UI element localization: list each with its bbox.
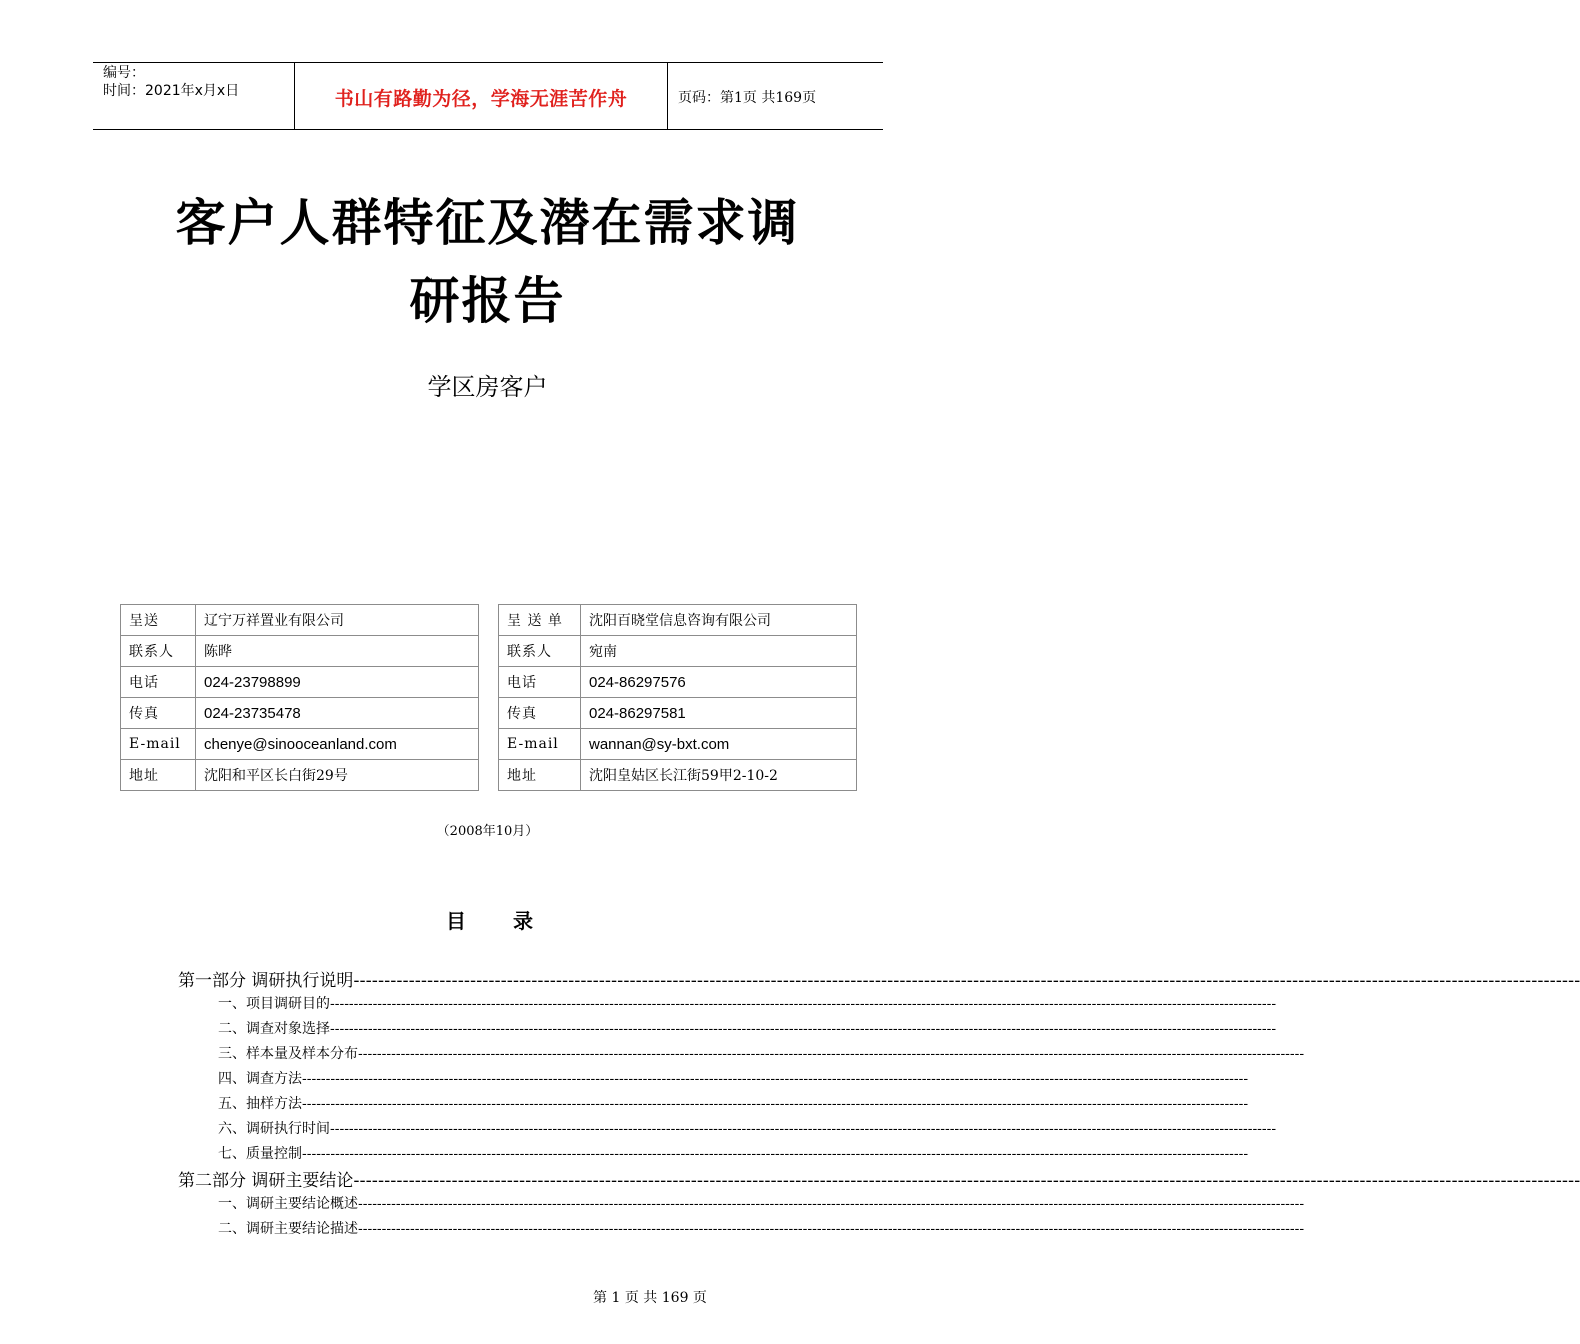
header-divider (667, 62, 668, 129)
title-line-2: 研报告 (409, 272, 566, 330)
table-row (499, 729, 857, 760)
table-row (499, 760, 857, 791)
toc-entry-text: 二、调研主要结论描述 (218, 1221, 358, 1237)
email-value: chenye@sinooceanland.com (196, 729, 479, 760)
toc-entry-text: 五、抽样方法 (218, 1096, 302, 1112)
toc-entry-text: 第一部分 调研执行说明 (178, 971, 354, 991)
title-line-1: 客户人群特征及潜在需求调 (175, 194, 800, 252)
toc-entry[interactable] (0, 1068, 1249, 1088)
fax-value: 024-23735478 (196, 698, 479, 729)
toc-entry[interactable] (0, 1218, 1305, 1238)
sender-table (120, 604, 479, 791)
email-value: wannan@sy-bxt.com (581, 729, 857, 760)
receiver-table (498, 604, 857, 791)
toc-entry[interactable] (0, 1166, 1580, 1191)
doc-number-label: 编号： (103, 65, 145, 81)
table-row (499, 636, 857, 667)
toc-entry-text: 四、调查方法 (218, 1071, 302, 1087)
header-divider (294, 62, 295, 129)
header-info (103, 64, 239, 100)
contact-value: 陈晔 (196, 636, 479, 667)
toc-entry[interactable] (0, 993, 1277, 1013)
document-title (100, 184, 875, 340)
phone-value: 024-86297576 (581, 667, 857, 698)
toc-leader: -------------------------------------------------------------------------------------------------------------------------------------------------------------------------------------------------------- (302, 1071, 1249, 1087)
table-row (121, 760, 479, 791)
contact-label: 联系人 (499, 636, 581, 667)
toc-leader: -------------------------------------------------------------------------------------------------------------------------------------------------------------------------------------------------------- (358, 1046, 1305, 1062)
contact-value: 宛南 (581, 636, 857, 667)
table-row (499, 667, 857, 698)
doc-time-label: 时间：2021年x月x日 (103, 83, 240, 99)
toc-entry[interactable] (0, 1093, 1249, 1113)
table-row (121, 698, 479, 729)
toc-entry-text: 三、样本量及样本分布 (218, 1046, 358, 1062)
toc-entry[interactable] (0, 1143, 1249, 1163)
toc-entry[interactable] (0, 1043, 1305, 1063)
receiver-label: 呈 送 单 (499, 605, 581, 636)
toc-leader: -------------------------------------------------------------------------------------------------------------------------------------------------------------------------------------------------------- (358, 1221, 1305, 1237)
email-label: E-mail (121, 729, 196, 760)
report-date: （2008年10月） (436, 824, 539, 839)
header-top-rule (93, 62, 883, 63)
toc-leader: -------------------------------------------------------------------------------------------------------------------------------------------------------------------------------------------------------- (358, 1196, 1305, 1212)
table-row (121, 636, 479, 667)
toc-title: 目 录 (446, 909, 533, 933)
toc-entry-text: 一、项目调研目的 (218, 996, 330, 1012)
sender-label: 呈送 (121, 605, 196, 636)
toc-leader: -------------------------------------------------------------------------------------------------------------------------------------------------------------------------------------------------------- (330, 1021, 1277, 1037)
document-subtitle: 学区房客户 (427, 373, 548, 401)
toc-leader: -------------------------------------------------------------------------------------------------------------------------------------------------------------------------------------------------------- (302, 1146, 1249, 1162)
header-bottom-rule (93, 129, 883, 130)
toc-entry-text: 第二部分 调研主要结论 (178, 1171, 354, 1191)
header-page-label: 页码：第1页 共169页 (678, 90, 817, 106)
table-row (121, 729, 479, 760)
toc-entry[interactable] (0, 1018, 1277, 1038)
toc-entry-text: 一、调研主要结论概述 (218, 1196, 358, 1212)
toc-entry[interactable] (0, 1193, 1305, 1213)
toc-entry[interactable] (0, 1118, 1277, 1138)
toc-entry-text: 二、调查对象选择 (218, 1021, 330, 1037)
toc-entry-text: 六、调研执行时间 (218, 1121, 330, 1137)
contact-label: 联系人 (121, 636, 196, 667)
toc-leader: -------------------------------------------------------------------------------------------------------------------------------------------------------------------------------------------------------- (330, 1121, 1277, 1137)
toc-entry-text: 七、质量控制 (218, 1146, 302, 1162)
fax-value: 024-86297581 (581, 698, 857, 729)
phone-label: 电话 (499, 667, 581, 698)
table-row (499, 605, 857, 636)
email-label: E-mail (499, 729, 581, 760)
page-footer: 第 1 页 共 169 页 (593, 1290, 707, 1306)
toc-entry[interactable] (0, 966, 1580, 991)
table-row (121, 667, 479, 698)
toc-leader: -------------------------------------------------------------------------------------------------------------------------------------------------------------------------------------------------------- (302, 1096, 1249, 1112)
phone-label: 电话 (121, 667, 196, 698)
toc-leader: -------------------------------------------------------------------------------------------------------------------------------------------------------------------------------------------------------- (330, 996, 1277, 1012)
phone-value: 024-23798899 (196, 667, 479, 698)
toc-leader: -------------------------------------------------------------------------------------------------------------------------------------------------------------------------------------------------------- (353, 971, 1580, 991)
sender-value: 辽宁万祥置业有限公司 (196, 605, 479, 636)
header-motto: 书山有路勤为径，学海无涯苦作舟 (334, 88, 628, 110)
table-row (121, 605, 479, 636)
fax-label: 传真 (121, 698, 196, 729)
receiver-value: 沈阳百晓堂信息咨询有限公司 (581, 605, 857, 636)
address-value: 沈阳和平区长白街29号 (196, 760, 479, 791)
address-label: 地址 (499, 760, 581, 791)
table-row (499, 698, 857, 729)
address-label: 地址 (121, 760, 196, 791)
address-value: 沈阳皇姑区长江街59甲2-10-2 (581, 760, 857, 791)
toc-leader: -------------------------------------------------------------------------------------------------------------------------------------------------------------------------------------------------------- (353, 1171, 1580, 1191)
fax-label: 传真 (499, 698, 581, 729)
